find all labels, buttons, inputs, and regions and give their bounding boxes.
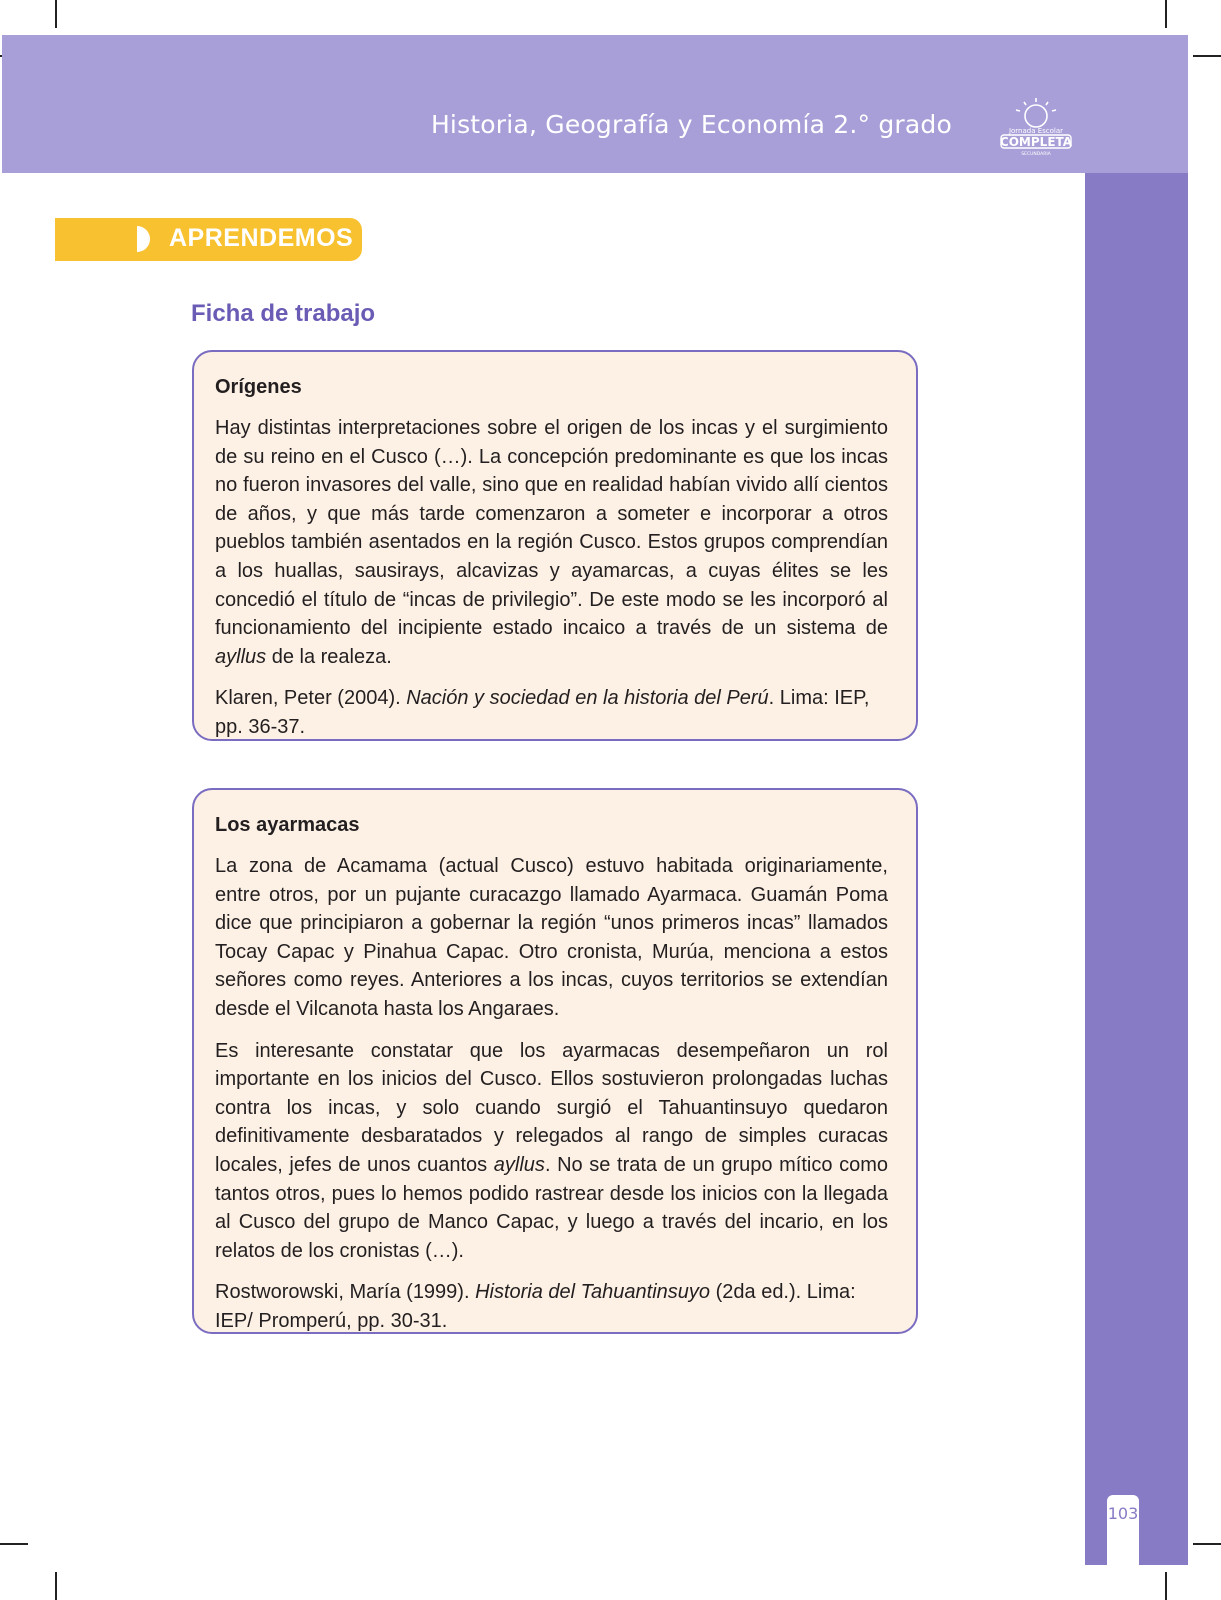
logo-text-bottom: SECUNDARIA xyxy=(1021,152,1051,157)
logo-text-main: COMPLETA xyxy=(999,135,1073,149)
box-heading: Los ayarmacas xyxy=(215,814,360,836)
jornada-escolar-completa-logo xyxy=(996,96,1076,158)
crop-mark xyxy=(0,1543,28,1545)
box-paragraph: Es interesante constatar que los ayarmacas desempeñaron un rol importante en los inicios del Cusco. Ellos sostuvieron prolongadas luchas contra los incas, y solo cuando surgió el Tahuantinsuyo quedaron definitivamente desbaratados y relegados al rango de simples curacas locales, jefes de unos cuantos ayllus. No se trata de un grupo mítico como tantos otros, pues lo hemos podido rastrear desde los inicios con la llegada al Cusco del grupo de Manco Capac, y luego a través del incario, en los relatos de los cronistas (…). xyxy=(215,1039,888,1262)
box-paragraph: Hay distintas interpretaciones sobre el origen de los incas y el surgimiento de su reino en el Cusco (…). La concepción predominante es que los incas no fueron invasores del valle, sino que en realidad habían vivido allí cientos de años, y que más tarde comenzaron a someter e incorporar a otros pueblos también asentados en la región Cusco. Estos grupos comprendían a los huallas, sausirays, alcavizas y ayamarcas, a cuyas élites se les concedió el título de “incas de privilegio”. De este modo se les incorporó al funcionamiento del incipiente estado incaico a través de un sistema de ayllus de la realeza. xyxy=(215,417,888,668)
crop-mark xyxy=(55,0,57,28)
logo-text-top: Jornada Escolar xyxy=(1008,127,1064,135)
page-number-tab xyxy=(1107,1495,1139,1565)
page-number: 103 xyxy=(1107,1504,1139,1523)
worksheet-subtitle: Ficha de trabajo xyxy=(191,300,376,327)
section-tab xyxy=(55,218,362,261)
box-paragraph: La zona de Acamama (actual Cusco) estuvo habitada originariamente, entre otros, por un pujante curacazgo llamado Ayarmaca. Guamán Poma dice que principiaron a gobernar la región “unos primeros incas” llamados Tocay Capac y Pinahua Capac. Otro cronista, Murúa, menciona a estos señores como reyes. Anteriores a los incas, cuyos territorios se extendían desde el Vilcanota hasta los Angaraes. xyxy=(215,855,888,1020)
crop-mark xyxy=(1193,55,1221,57)
crop-mark xyxy=(1193,1543,1221,1545)
crop-mark xyxy=(1165,1572,1167,1600)
header-title: Historia, Geografía y Economía 2.° grado xyxy=(430,110,952,139)
text-box-origenes xyxy=(192,350,918,741)
box-citation: Klaren, Peter (2004). Nación y sociedad en la historia del Perú. Lima: IEP, pp. 36-37. xyxy=(215,687,870,738)
crop-mark xyxy=(55,1572,57,1600)
half-circle-icon xyxy=(137,226,150,252)
box-heading: Orígenes xyxy=(215,376,302,398)
side-color-band xyxy=(1085,173,1188,1565)
section-label: APRENDEMOS xyxy=(169,224,354,252)
crop-mark xyxy=(1165,0,1167,28)
text-box-ayarmacas xyxy=(192,788,918,1334)
box-citation: Rostworowski, María (1999). Historia del Tahuantinsuyo (2da ed.). Lima: IEP/ Promperú, pp. 30-31. xyxy=(215,1281,856,1332)
